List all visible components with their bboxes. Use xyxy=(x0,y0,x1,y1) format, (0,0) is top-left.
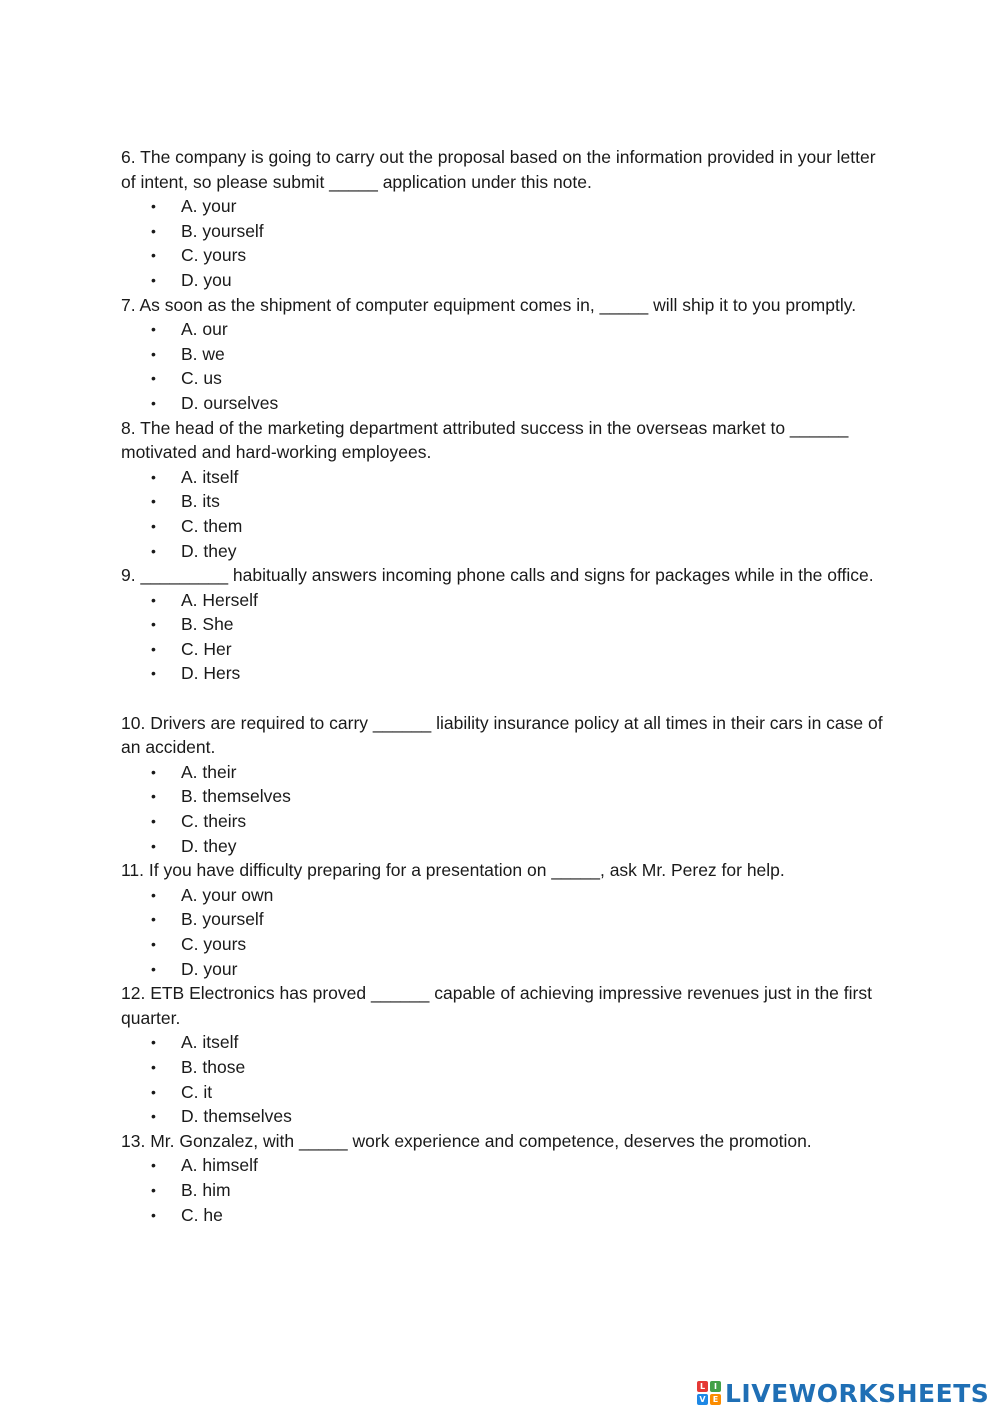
bullet-icon: • xyxy=(151,788,156,805)
option-label: B. him xyxy=(181,1179,231,1200)
option-label: A. itself xyxy=(181,466,239,487)
option-item xyxy=(121,539,891,564)
bullet-icon: • xyxy=(151,370,156,387)
question-text: 10. Drivers are required to carry ______ liability insurance policy at all times in their cars in case of an accident. xyxy=(121,712,883,758)
question-7 xyxy=(121,293,891,416)
worksheet-content xyxy=(121,145,891,1227)
question-text: 7. As soon as the shipment of computer equipment comes in, _____ will ship it to you promptly. xyxy=(121,294,857,315)
option-label: C. Her xyxy=(181,638,232,659)
bullet-icon: • xyxy=(151,271,156,288)
bullet-icon: • xyxy=(151,222,156,239)
bullet-icon: • xyxy=(151,394,156,411)
option-label: B. we xyxy=(181,343,225,364)
option-item xyxy=(121,760,891,785)
option-label: B. She xyxy=(181,614,234,635)
bullet-icon: • xyxy=(151,1058,156,1075)
bullet-icon: • xyxy=(151,886,156,903)
option-item xyxy=(121,391,891,416)
option-list xyxy=(121,194,891,292)
bullet-icon: • xyxy=(151,345,156,362)
bullet-icon: • xyxy=(151,542,156,559)
option-label: B. themselves xyxy=(181,786,291,807)
option-label: B. yourself xyxy=(181,220,264,241)
option-item xyxy=(121,1104,891,1129)
logo-letter: I xyxy=(710,1381,721,1392)
option-label: A. your xyxy=(181,196,237,217)
bullet-icon: • xyxy=(151,936,156,952)
bullet-icon: • xyxy=(151,763,156,780)
option-label: D. ourselves xyxy=(181,392,279,413)
option-label: A. our xyxy=(181,319,228,340)
option-item xyxy=(121,1203,891,1228)
bullet-icon: • xyxy=(151,1034,156,1051)
bullet-icon: • xyxy=(151,517,156,534)
option-item xyxy=(121,342,891,367)
option-item xyxy=(121,784,891,809)
option-label: A. their xyxy=(181,761,237,782)
option-label: D. themselves xyxy=(181,1106,292,1127)
option-label: A. Herself xyxy=(181,589,258,610)
question-text: 13. Mr. Gonzalez, with _____ work experience and competence, deserves the promotion. xyxy=(121,1130,812,1151)
question-13 xyxy=(121,1129,891,1227)
option-list xyxy=(121,760,891,858)
option-label: C. theirs xyxy=(181,811,247,832)
option-item xyxy=(121,588,891,613)
question-text: 9. _________ habitually answers incoming phone calls and signs for packages while in the office. xyxy=(121,565,874,586)
bullet-icon: • xyxy=(151,640,156,657)
question-11 xyxy=(121,858,891,981)
question-6 xyxy=(121,145,891,293)
bullet-icon: • xyxy=(151,837,156,854)
option-item xyxy=(121,661,891,686)
bullet-icon: • xyxy=(151,665,156,682)
bullet-icon: • xyxy=(151,1157,156,1174)
option-label: A. itself xyxy=(181,1032,239,1053)
option-label: C. he xyxy=(181,1204,223,1225)
option-list xyxy=(121,317,891,415)
option-list xyxy=(121,588,891,686)
question-text: 8. The head of the marketing department attributed success in the overseas market to ______ motivated and hard-working employees. xyxy=(121,417,849,463)
option-label: D. your xyxy=(181,958,238,979)
option-item xyxy=(121,612,891,637)
option-list xyxy=(121,465,891,563)
bullet-icon: • xyxy=(151,960,156,977)
bullet-icon: • xyxy=(151,1206,156,1223)
option-label: C. us xyxy=(181,368,222,389)
bullet-icon: • xyxy=(151,468,156,485)
bullet-icon: • xyxy=(151,591,156,608)
option-item xyxy=(121,883,891,908)
option-label: C. yours xyxy=(181,934,247,954)
brand-name: LIVEWORKSHEETS xyxy=(725,1378,990,1408)
option-label: C. them xyxy=(181,515,243,536)
option-item xyxy=(121,194,891,219)
option-label: D. you xyxy=(181,269,232,290)
question-text: 11. If you have difficulty preparing for a presentation on _____, ask Mr. Perez for help. xyxy=(121,860,785,881)
option-label: A. your own xyxy=(181,884,274,905)
bullet-icon: • xyxy=(151,911,156,928)
question-12 xyxy=(121,981,891,1129)
option-list xyxy=(121,1153,891,1227)
option-item xyxy=(121,1178,891,1203)
bullet-icon: • xyxy=(151,493,156,510)
option-item xyxy=(121,834,891,859)
option-item xyxy=(121,489,891,514)
option-label: C. yours xyxy=(181,245,247,266)
option-label: C. it xyxy=(181,1081,213,1102)
option-item xyxy=(121,514,891,539)
option-item xyxy=(121,465,891,490)
option-label: D. they xyxy=(181,540,237,561)
question-text: 6. The company is going to carry out the proposal based on the information provided in your letter of intent, so please submit _____ application under this note. xyxy=(121,147,876,192)
bullet-icon: • xyxy=(151,198,156,215)
option-item xyxy=(121,1030,891,1055)
option-item xyxy=(121,957,891,982)
option-label: A. himself xyxy=(181,1155,258,1176)
bullet-icon: • xyxy=(151,1181,156,1198)
option-item xyxy=(121,637,891,662)
bullet-icon: • xyxy=(151,1083,156,1100)
logo-mark-icon xyxy=(697,1381,721,1405)
question-8 xyxy=(121,416,891,564)
bullet-icon: • xyxy=(151,247,156,264)
question-text: 12. ETB Electronics has proved ______ capable of achieving impressive revenues just in the first quarter. xyxy=(121,983,872,1028)
option-label: D. they xyxy=(181,835,237,856)
option-item xyxy=(121,809,891,834)
blank-line xyxy=(121,686,891,711)
bullet-icon: • xyxy=(151,321,156,338)
question-9 xyxy=(121,563,891,686)
bullet-icon: • xyxy=(151,1108,156,1125)
logo-letter: L xyxy=(697,1381,708,1392)
option-item xyxy=(121,317,891,342)
option-item xyxy=(121,243,891,268)
option-label: B. its xyxy=(181,491,220,512)
option-item xyxy=(121,268,891,293)
option-label: D. Hers xyxy=(181,663,241,684)
option-list xyxy=(121,883,891,981)
bullet-icon: • xyxy=(151,616,156,633)
option-list xyxy=(121,1030,891,1128)
bullet-icon: • xyxy=(151,813,156,830)
option-label: B. those xyxy=(181,1056,246,1077)
option-item xyxy=(121,932,891,957)
option-item xyxy=(121,907,891,932)
logo-letter: V xyxy=(697,1394,708,1405)
option-item xyxy=(121,1055,891,1080)
liveworksheets-logo xyxy=(697,1378,989,1408)
option-item xyxy=(121,219,891,244)
option-item xyxy=(121,1153,891,1178)
logo-letter: E xyxy=(710,1394,721,1405)
option-item xyxy=(121,1080,891,1105)
question-10 xyxy=(121,711,891,859)
option-item xyxy=(121,366,891,391)
option-label: B. yourself xyxy=(181,909,264,930)
